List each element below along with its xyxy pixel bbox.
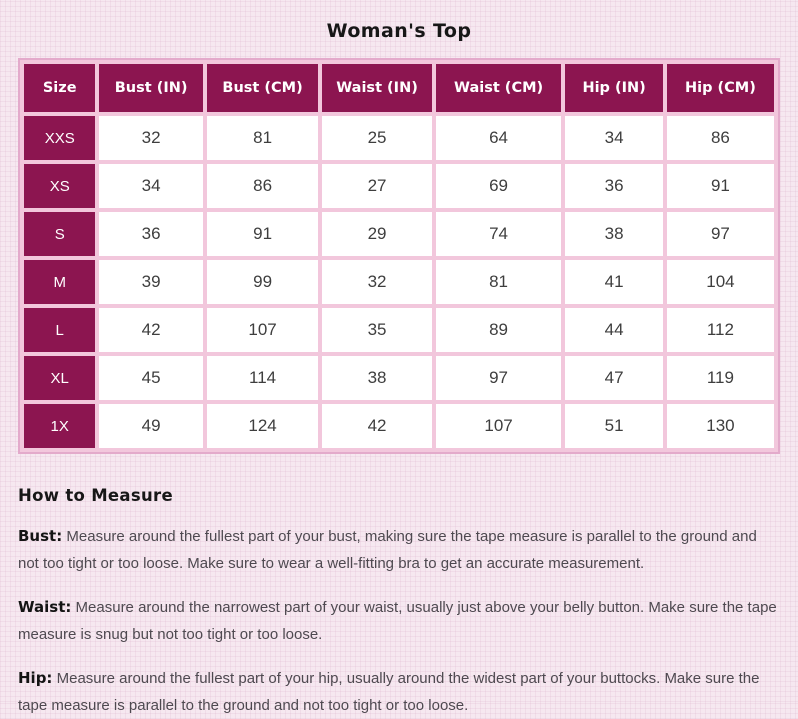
table-row: [24, 212, 774, 256]
hip-text: Measure around the fullest part of your hip, usually around the widest part of your buttocks. Make sure the tape measure is parallel to the ground and not too tight or too loose.: [18, 670, 760, 714]
table-cell: 38: [565, 212, 662, 256]
table-cell: 27: [322, 164, 431, 208]
size-label: XS: [24, 164, 95, 208]
table-cell: 36: [99, 212, 202, 256]
table-cell: 89: [436, 308, 562, 352]
table-cell: 86: [207, 164, 319, 208]
hip-label: Hip:: [18, 669, 53, 687]
table-cell: 86: [667, 116, 774, 160]
table-row: [24, 356, 774, 400]
column-header-hip-in: Hip (IN): [565, 64, 662, 112]
table-cell: 38: [322, 356, 431, 400]
table-cell: 25: [322, 116, 431, 160]
bust-label: Bust:: [18, 527, 63, 545]
measure-paragraph-hip: [18, 665, 780, 719]
table-cell: 81: [207, 116, 319, 160]
table-cell: 114: [207, 356, 319, 400]
page-title: Woman's Top: [326, 20, 472, 42]
table-row: [24, 116, 774, 160]
waist-text: Measure around the narrowest part of your waist, usually just above your belly button. Make sure the tape measure is snug but not too tight or too loose.: [18, 599, 777, 643]
table-cell: 64: [436, 116, 562, 160]
column-header-size: Size: [24, 64, 95, 112]
table-cell: 99: [207, 260, 319, 304]
column-header-waist-cm: Waist (CM): [436, 64, 562, 112]
table-cell: 47: [565, 356, 662, 400]
table-cell: 29: [322, 212, 431, 256]
table-row: [24, 164, 774, 208]
table-cell: 107: [207, 308, 319, 352]
measure-paragraph-bust: [18, 523, 780, 577]
table-row: [24, 260, 774, 304]
size-label: XXS: [24, 116, 95, 160]
table-cell: 74: [436, 212, 562, 256]
column-header-hip-cm: Hip (CM): [667, 64, 774, 112]
table-cell: 39: [99, 260, 202, 304]
table-cell: 97: [667, 212, 774, 256]
table-cell: 97: [436, 356, 562, 400]
how-to-measure-heading: How to Measure: [18, 486, 173, 505]
table-cell: 41: [565, 260, 662, 304]
table-row: [24, 404, 774, 448]
table-cell: 107: [436, 404, 562, 448]
table-cell: 45: [99, 356, 202, 400]
table-cell: 34: [565, 116, 662, 160]
how-to-measure-section: [18, 486, 780, 719]
waist-label: Waist:: [18, 598, 72, 616]
table-row: [24, 308, 774, 352]
column-header-bust-in: Bust (IN): [99, 64, 202, 112]
table-cell: 81: [436, 260, 562, 304]
size-label: L: [24, 308, 95, 352]
bust-text: Measure around the fullest part of your bust, making sure the tape measure is parallel to the ground and not too tight or too loose. Make sure to wear a well-fitting bra to get an accurate measurement.: [18, 528, 757, 572]
table-cell: 104: [667, 260, 774, 304]
table-cell: 91: [207, 212, 319, 256]
column-header-bust-cm: Bust (CM): [207, 64, 319, 112]
size-label: XL: [24, 356, 95, 400]
size-label: 1X: [24, 404, 95, 448]
column-header-waist-in: Waist (IN): [322, 64, 431, 112]
table-cell: 69: [436, 164, 562, 208]
size-label: S: [24, 212, 95, 256]
size-label: M: [24, 260, 95, 304]
table-cell: 42: [99, 308, 202, 352]
header-row: [24, 64, 774, 112]
table-cell: 124: [207, 404, 319, 448]
table-cell: 130: [667, 404, 774, 448]
table-cell: 35: [322, 308, 431, 352]
measure-paragraph-waist: [18, 594, 780, 648]
table-cell: 49: [99, 404, 202, 448]
table-cell: 91: [667, 164, 774, 208]
table-cell: 51: [565, 404, 662, 448]
table-cell: 44: [565, 308, 662, 352]
table-cell: 119: [667, 356, 774, 400]
table-cell: 42: [322, 404, 431, 448]
size-chart-table: [18, 58, 780, 454]
table-cell: 32: [99, 116, 202, 160]
table-cell: 112: [667, 308, 774, 352]
table-cell: 32: [322, 260, 431, 304]
table-cell: 34: [99, 164, 202, 208]
table-cell: 36: [565, 164, 662, 208]
